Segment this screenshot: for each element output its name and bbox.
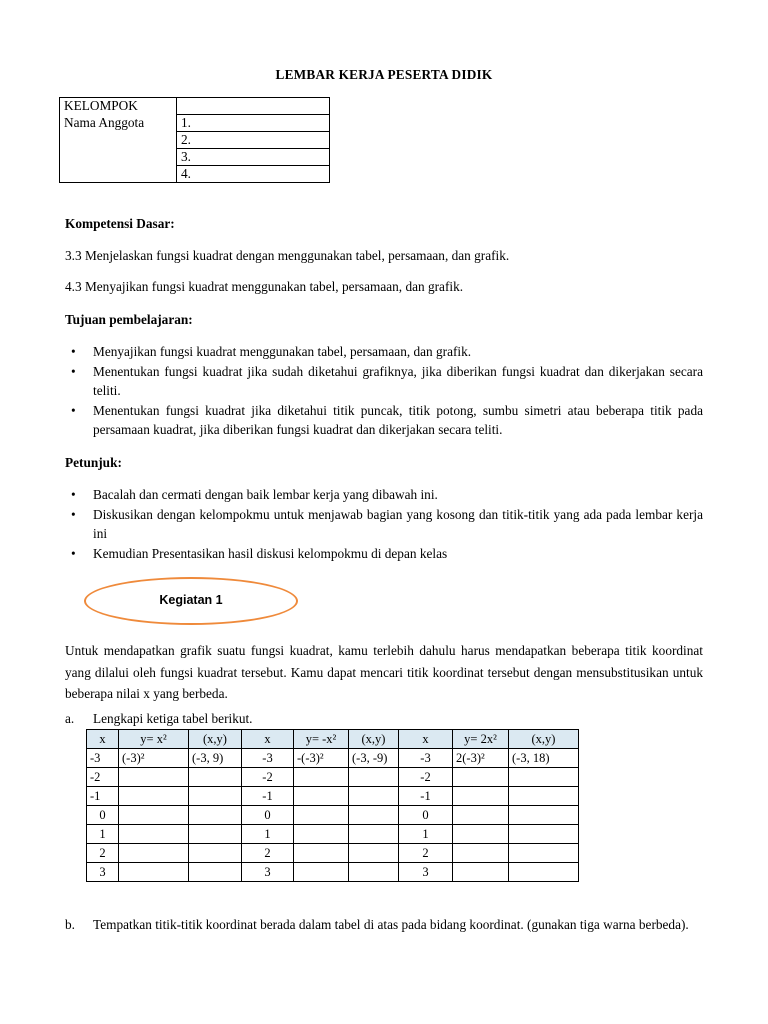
x-cell: -2 <box>242 768 294 787</box>
function-table <box>86 729 579 882</box>
x-cell: -2 <box>399 768 453 787</box>
xy-blank-cell[interactable] <box>349 787 399 806</box>
group-table <box>59 97 330 183</box>
y-cell: 2(-3)² <box>453 749 509 768</box>
x-cell: 3 <box>399 863 453 882</box>
xy-blank-cell[interactable] <box>509 844 579 863</box>
table-row <box>87 806 579 825</box>
x-cell: 0 <box>242 806 294 825</box>
x-cell: -3 <box>399 749 453 768</box>
instruction-b-marker: b. <box>65 917 75 932</box>
x-cell: 2 <box>399 844 453 863</box>
header-y-2x2: y= 2x² <box>453 730 509 749</box>
xy-blank-cell[interactable] <box>189 844 242 863</box>
header-x: x <box>242 730 294 749</box>
petunjuk-item: • Bacalah dan cermati dengan baik lembar kerja yang dibawah ini. <box>65 485 703 505</box>
table-row <box>87 825 579 844</box>
anggota-label-spacer <box>60 149 177 166</box>
header-x: x <box>399 730 453 749</box>
xy-blank-cell[interactable] <box>509 825 579 844</box>
anggota-label-spacer <box>60 166 177 183</box>
anggota-field-1[interactable]: 1. <box>177 115 330 132</box>
x-cell: -2 <box>87 768 119 787</box>
kelompok-field[interactable] <box>177 98 330 115</box>
kompetensi-item: 4.3 Menyajikan fungsi kuadrat menggunakan tabel, persamaan, dan grafik. <box>65 279 464 294</box>
header-x: x <box>87 730 119 749</box>
xy-cell: (-3, 9) <box>189 749 242 768</box>
instruction-a-text: Lengkapi ketiga tabel berikut. <box>93 711 253 726</box>
table-row <box>87 863 579 882</box>
header-xy: (x,y) <box>189 730 242 749</box>
y-cell: -(-3)² <box>294 749 349 768</box>
y-blank-cell[interactable] <box>453 825 509 844</box>
x-cell: 1 <box>399 825 453 844</box>
xy-blank-cell[interactable] <box>509 768 579 787</box>
x-cell: 2 <box>87 844 119 863</box>
kegiatan-label: Kegiatan 1 <box>159 593 223 607</box>
intro-paragraph: Untuk mendapatkan grafik suatu fungsi kuadrat, kamu terlebih dahulu harus mendapatkan beberapa titik koordinat yang dilalui oleh fungsi kuadrat tersebut. Kamu dapat mencari titik koordinat tersebut dengan mensubstitusikan untuk beberapa nilai x yang berbeda. <box>65 643 703 701</box>
tujuan-list <box>65 342 703 440</box>
instruction-b <box>65 914 703 935</box>
x-cell: 1 <box>242 825 294 844</box>
y-blank-cell[interactable] <box>294 806 349 825</box>
x-cell: 0 <box>87 806 119 825</box>
xy-blank-cell[interactable] <box>349 844 399 863</box>
petunjuk-item: • Diskusikan dengan kelompokmu untuk menjawab bagian yang kosong dan titik-titik yang ada pada lembar kerja ini <box>65 505 703 544</box>
y-blank-cell[interactable] <box>294 787 349 806</box>
table-header-row <box>87 730 579 749</box>
xy-blank-cell[interactable] <box>189 863 242 882</box>
y-blank-cell[interactable] <box>294 825 349 844</box>
tujuan-heading: Tujuan pembelajaran: <box>65 312 193 327</box>
xy-blank-cell[interactable] <box>189 806 242 825</box>
kompetensi-item: 3.3 Menjelaskan fungsi kuadrat dengan menggunakan tabel, persamaan, dan grafik. <box>65 248 510 263</box>
xy-blank-cell[interactable] <box>189 825 242 844</box>
tujuan-item: • Menentukan fungsi kuadrat jika sudah diketahui grafiknya, jika diberikan fungsi kuadrat dan dikerjakan secara teliti. <box>65 362 703 401</box>
page-title: LEMBAR KERJA PESERTA DIDIK <box>275 67 493 82</box>
y-blank-cell[interactable] <box>119 768 189 787</box>
y-blank-cell[interactable] <box>294 863 349 882</box>
kegiatan-oval <box>84 577 298 625</box>
y-blank-cell[interactable] <box>119 844 189 863</box>
kelompok-label: KELOMPOK <box>60 98 177 115</box>
y-blank-cell[interactable] <box>453 863 509 882</box>
anggota-label: Nama Anggota <box>60 115 177 132</box>
header-xy: (x,y) <box>509 730 579 749</box>
x-cell: -1 <box>399 787 453 806</box>
instruction-b-text: Tempatkan titik-titik koordinat berada dalam tabel di atas pada bidang koordinat. (gunakan tiga warna berbeda). <box>93 917 689 932</box>
y-blank-cell[interactable] <box>453 787 509 806</box>
anggota-field-4[interactable]: 4. <box>177 166 330 183</box>
petunjuk-list <box>65 485 703 563</box>
petunjuk-item: • Kemudian Presentasikan hasil diskusi kelompokmu di depan kelas <box>65 544 703 564</box>
xy-blank-cell[interactable] <box>349 863 399 882</box>
y-blank-cell[interactable] <box>119 787 189 806</box>
x-cell: 0 <box>399 806 453 825</box>
anggota-field-3[interactable]: 3. <box>177 149 330 166</box>
xy-blank-cell[interactable] <box>349 825 399 844</box>
y-blank-cell[interactable] <box>294 768 349 787</box>
tujuan-item: • Menyajikan fungsi kuadrat menggunakan tabel, persamaan, dan grafik. <box>65 342 703 362</box>
xy-cell: (-3, -9) <box>349 749 399 768</box>
y-blank-cell[interactable] <box>453 806 509 825</box>
x-cell: 3 <box>87 863 119 882</box>
table-row <box>87 749 579 768</box>
header-y-neg-x2: y= -x² <box>294 730 349 749</box>
x-cell: 1 <box>87 825 119 844</box>
y-blank-cell[interactable] <box>119 825 189 844</box>
table-row <box>87 768 579 787</box>
xy-cell: (-3, 18) <box>509 749 579 768</box>
y-cell: (-3)² <box>119 749 189 768</box>
anggota-field-2[interactable]: 2. <box>177 132 330 149</box>
kompetensi-heading: Kompetensi Dasar: <box>65 216 175 231</box>
y-blank-cell[interactable] <box>119 806 189 825</box>
y-blank-cell[interactable] <box>453 844 509 863</box>
x-cell: 3 <box>242 863 294 882</box>
xy-blank-cell[interactable] <box>349 806 399 825</box>
xy-blank-cell[interactable] <box>189 787 242 806</box>
anggota-label-spacer <box>60 132 177 149</box>
x-cell: -1 <box>87 787 119 806</box>
instruction-a-marker: a. <box>65 711 75 726</box>
header-xy: (x,y) <box>349 730 399 749</box>
xy-blank-cell[interactable] <box>189 768 242 787</box>
xy-blank-cell[interactable] <box>509 863 579 882</box>
y-blank-cell[interactable] <box>119 863 189 882</box>
table-row <box>87 787 579 806</box>
y-blank-cell[interactable] <box>294 844 349 863</box>
x-cell: 2 <box>242 844 294 863</box>
y-blank-cell[interactable] <box>453 768 509 787</box>
x-cell: -3 <box>242 749 294 768</box>
x-cell: -3 <box>87 749 119 768</box>
x-cell: -1 <box>242 787 294 806</box>
table-row <box>87 844 579 863</box>
instruction-a <box>65 708 703 729</box>
tujuan-item: • Menentukan fungsi kuadrat jika diketahui titik puncak, titik potong, sumbu simetri atau beberapa titik pada persamaan kuadrat, jika diberikan fungsi kuadrat dan dikerjakan secara teliti. <box>65 401 703 440</box>
xy-blank-cell[interactable] <box>349 768 399 787</box>
petunjuk-heading: Petunjuk: <box>65 455 122 470</box>
xy-blank-cell[interactable] <box>509 806 579 825</box>
xy-blank-cell[interactable] <box>509 787 579 806</box>
header-y-x2: y= x² <box>119 730 189 749</box>
